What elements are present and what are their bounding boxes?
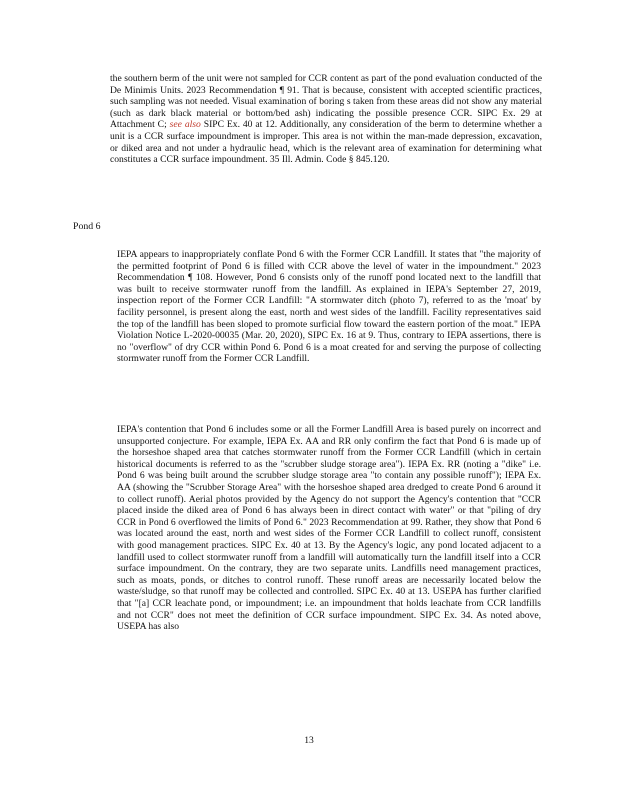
intro-paragraph <box>110 73 542 166</box>
section-heading: Pond 6 <box>73 221 101 232</box>
bullet-paragraph-2: IEPA's contention that Pond 6 includes some or all the Former Landfill Area is based purely on incorrect and unsupported conjecture. For example, IEPA Ex. AA and RR only confirm the fact that Pond 6 is made up of the horseshoe shaped area that catches stormwater runoff from the Former CCR Landfill (which in certain historical documents is referred to as the "scrubber sludge storage area"). IEPA Ex. RR (noting a "dike" i.e. Pond 6 was being built around the scrubber sludge storage area "to contain any possible runoff"); IEPA Ex. AA (showing the "Scrubber Storage Area" with the horseshoe shaped area dredged to create Pond 6 around it to collect runoff). Aerial photos provided by the Agency do not support the Agency's contention that "CCR placed inside the diked area of Pond 6 has always been in direct contact with water" or that "piling of dry CCR in Pond 6 overflowed the limits of Pond 6." 2023 Recommendation at 99. Rather, they show that Pond 6 was located around the east, north and west sides of the Former CCR Landfill to collect runoff, consistent with good management practices. SIPC Ex. 40 at 13. By the Agency's logic, any pond located adjacent to a landfill used to collect stormwater runoff from a landfill will automatically turn the landfill itself into a CCR surface impoundment. On the contrary, they are two separate units. Landfills need management practices, such as moats, ponds, or ditches to control runoff. These runoff areas are necessarily located below the waste/sludge, so that runoff may be collected and controlled. SIPC Ex. 40 at 13. USEPA has further clarified that "[a] CCR leachate pond, or impoundment; i.e. an impoundment that holds leachate from CCR landfills and not CCR" does not meet the definition of CCR surface impoundment. SIPC Ex. 34. As noted above, USEPA has also <box>117 424 541 633</box>
intro-text-part2: SIPC Ex. 40 at 12. Additionally, any consideration of the berm to determine whether a unit is a CCR surface impoundment is improper. This area is not within the man-made depression, excavation, or diked area and not under a hydraulic head, which is the relevant area of examination for determining what constitutes a CCR surface impoundment. 35 Ill. Admin. Code § 845.120. <box>110 119 542 166</box>
intro-text-part1: the southern berm of the unit were not sampled for CCR content as part of the pond evaluation conducted of the De Minimis Units. 2023 Recommendation ¶ 91. That is because, consistent with accepted scientific practices, such sampling was not needed. Visual examination of boring s taken from these areas did not show any material (such as dark black material or bottom/bed ash) indicating the possible presence CCR. SIPC Ex. 29 at Attachment C; <box>110 73 542 131</box>
bullet-paragraph-1: IEPA appears to inappropriately conflate Pond 6 with the Former CCR Landfill. It states that "the majority of the permitted footprint of Pond 6 is filled with CCR above the level of water in the impoundment." 2023 Recommendation ¶ 108. However, Pond 6 consists only of the runoff pond located next to the landfill that was built to receive stormwater runoff from the landfill. As explained in IEPA's September 27, 2019, inspection report of the Former CCR Landfill: "A stormwater ditch (photo 7), referred to as the 'moat' by facility personnel, is present along the east, north and west sides of the landfill. Facility representatives said the top of the landfill has been sloped to promote surficial flow toward the eastern portion of the moat." IEPA Violation Notice L-2020-00035 (Mar. 20, 2020), SIPC Ex. 16 at 9. Thus, contrary to IEPA assertions, there is no "overflow" of dry CCR within Pond 6. Pond 6 is a moat created for and serving the purpose of collecting stormwater runoff from the Former CCR Landfill. <box>117 249 541 365</box>
see-also-signal: see also <box>169 119 201 131</box>
page-number: 13 <box>304 735 314 746</box>
